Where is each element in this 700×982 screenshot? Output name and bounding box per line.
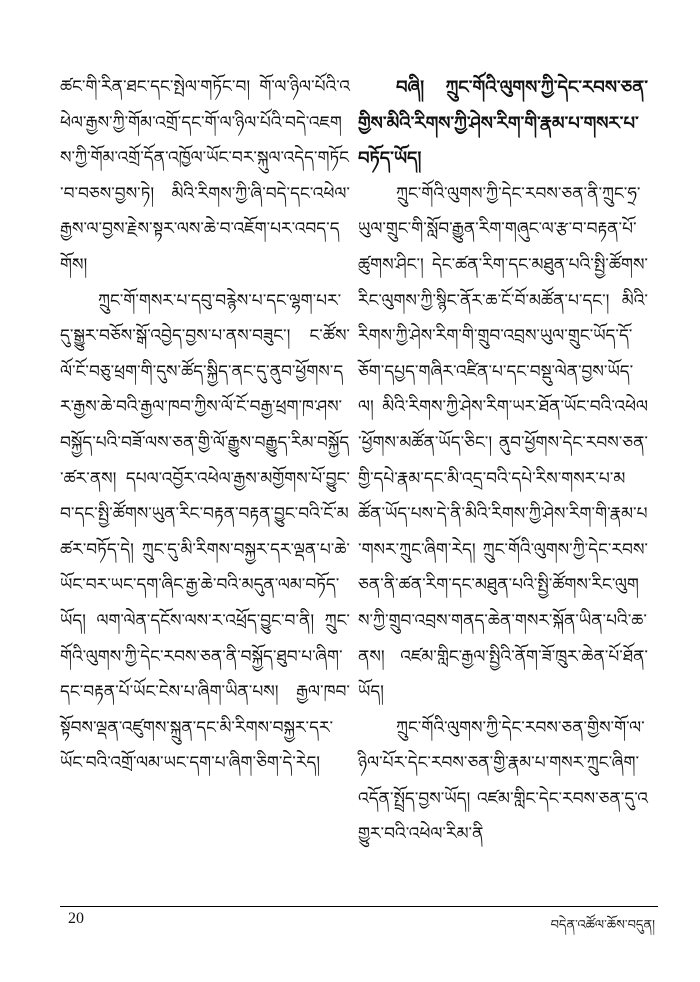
left-column: [60, 70, 350, 900]
running-title: བདེན་འཚོལ་ཆོས་བདུན།: [550, 918, 655, 933]
right-paragraph: ཀྲུང་གོའི་ལུགས་ཀྱི་དེང་རབས་ཅན་ནི་ཀྲུང་ཧྲ་ཡུལ་གྲུང་གི་སློབ་རྒྱུན་རིག་གཞུང་ལ་རྩ་བ་བརྟན་པོ་ཚུགས་ཤིང་། དེང་ཚན་རིག་དང་མཐུན་པའི་སྤྱི་ཚོགས་རིང་ལུགས་ཀྱི་སྙིང་ནོར་ཆ་ངོ་བོ་མཚོན་པ་དང་། མིའི་རིགས་ཀྱི་ཤེས་རིག་གི་གྲུབ་འབྲས་ཡུལ་གྲུང་ཡོད་དོ་ཅོག་དཔྱད་གཞིར་འཛིན་པ་དང་བསྡུ་ལེན་བྱས་ཡོད་ལ། མིའི་རིགས་ཀྱི་ཤེས་རིག་ཡར་ཐོན་ཡོང་བའི་འཕེལ་ཕྱོགས་མཚོན་ཡོད་ཅིང་། ནུབ་ཕྱོགས་དེང་རབས་ཅན་གྱི་དཔེ་རྣམ་དང་མི་འདྲ་བའི་དཔེ་རིས་གསར་པ་མཚོན་ཡོད་པས་དེ་ནི་མིའི་རིགས་ཀྱི་ཤེས་རིག་གི་རྣམ་པ་གསར་ཀྲུང་ཞིག་རེད། ཀྲུང་གོའི་ལུགས་ཀྱི་དེང་རབས་ཅན་ནི་ཚན་རིག་དང་མཐུན་པའི་སྤྱི་ཚོགས་རིང་ལུགས་ཀྱི་གྲུབ་འབྲས་གནད་ཆེན་གསར་སྐོན་ཡིན་པའི་ཆ་ནས། འཛམ་གླིང་རྒྱལ་སྤྱིའི་ནོག་ཟོ་ཁྲུར་ཆེན་པོ་ཐོན་ཡོད།: [358, 183, 648, 703]
page-number: 20: [68, 910, 84, 927]
right-column: [358, 70, 648, 900]
left-paragraph: ཀྲུང་གོ་གསར་པ་དབུ་བརྙེས་པ་དང་ལྷག་པར་དུ་སྒྱུར་བཅོས་སྒོ་འབྱེད་བྱས་པ་ནས་བཟུང་། ང་ཚོས་ལོ་ངོ་བཅུ་ཕྲག་གི་དུས་ཚོད་སྐྱིད་ནང་དུ་ནུབ་ཕྱོགས་དར་རྒྱས་ཆེ་བའི་རྒྱལ་ཁབ་ཀྱིས་ལོ་ངོ་བརྒྱ་ཕྲག་ཁ་ཤས་བསྐྱོད་པའི་བཟོ་ལས་ཅན་གྱི་ལོ་རྒྱུས་བརྒྱུད་རིམ་བསྐྱོད་ཚར་ནས། དཔལ་འབྱོར་འཕེལ་རྒྱས་མགྱོགས་པོ་བྱུང་བ་དང་སྤྱི་ཚོགས་ཡུན་རིང་བརྟན་བརྟན་བྱུང་བའི་ངོ་མཚར་བཏོད་དེ། ཀྲུང་དུ་མི་རིགས་བསྐྱར་དར་ལྡན་པ་ཆེ་ཡོང་བར་ཡང་དག་ཞིང་རྒྱ་ཆེ་བའི་མདུན་ལམ་བཏོད་ཡོད། ལག་ལེན་དངོས་ལས་ར་འཕྲོད་བྱུང་བ་ནི། ཀྲུང་གོའི་ལུགས་ཀྱི་དེང་རབས་ཅན་ནི་བསྐྱོད་ཐུབ་པ་ཞིག་དང་བརྟན་པོ་ཡོང་ངེས་པ་ཞིག་ཡིན་པས། རྒྱལ་ཁབ་སྟོབས་ལྡན་འཛུགས་སྐྲུན་དང་མི་རིགས་བསྐྱར་དར་ཡོང་བའི་འགྲོ་ལམ་ཡང་དག་པ་ཞིག་ཅིག་དེ་རེད།: [60, 290, 350, 774]
footer-rule: [60, 906, 658, 907]
left-paragraph-continuation: ཚང་གི་རིན་ཐང་དང་སྤེལ་གཏོང་བ། གོ་ལ་ཉིལ་པོའི་འཕེལ་རྒྱས་ཀྱི་གོམ་འགྲོ་དང་གོ་ལ་ཉིལ་པོའི་བདེ་འཇགས་ཀྱི་གོམ་འགྲོ་དོན་འཁྱོལ་ཡོང་བར་སྐུལ་འདེད་གཏོང་བ་བཅས་བྱས་ཏེ། མིའི་རིགས་ཀྱི་ཞི་བདེ་དང་འཕེལ་རྒྱས་ལ་བྱས་རྗེས་སྟར་ལས་ཆེ་བ་འཇོག་པར་འབད་དགོས།: [60, 77, 350, 275]
right-paragraph: ཀྲུང་གོའི་ལུགས་ཀྱི་དེང་རབས་ཅན་གྱིས་གོ་ལ་ཉིལ་པོར་དེང་རབས་ཅན་གྱི་རྣམ་པ་གསར་ཀྲུང་ཞིག་འདོན་སྤྲོད་བྱས་ཡོད། འཛམ་གླིང་དེང་རབས་ཅན་དུ་འགྱུར་བའི་འཕེལ་རིམ་ནི: [358, 717, 648, 845]
section-heading: བཞི། ཀྲུང་གོའི་ལུགས་ཀྱི་དེང་རབས་ཅན་གྱིས་མིའི་རིགས་ཀྱི་ཤེས་རིག་གི་རྣམ་པ་གསར་པ་བཏོད་ཡོད།: [358, 77, 648, 170]
